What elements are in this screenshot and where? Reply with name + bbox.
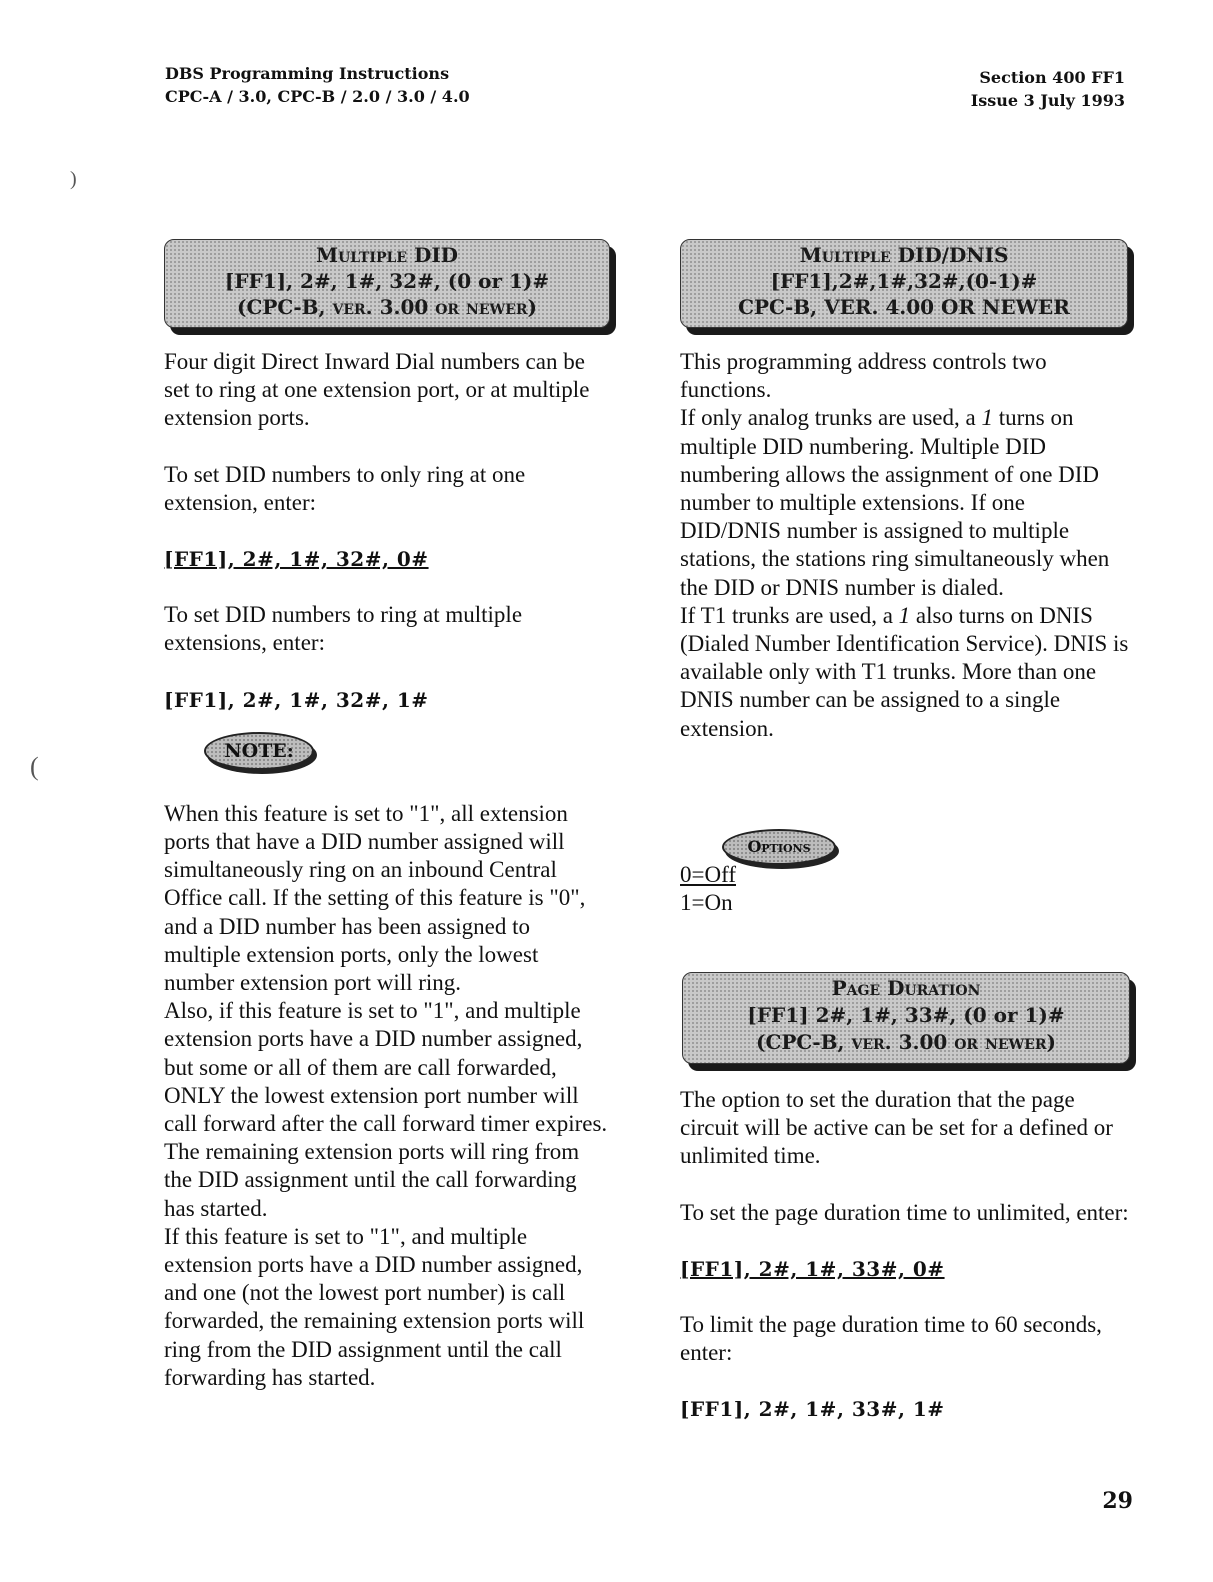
header-title: DBS Programming Instructions — [165, 64, 450, 83]
code-unlimited: [FF1], 2#, 1#, 33#, 0# — [680, 1256, 945, 1281]
unlimited-instruction: To set the page duration time to unlimited, enter: — [680, 1199, 1129, 1225]
box-code: [FF1], 2#, 1#, 32#, (0 or 1)# — [224, 269, 550, 293]
option-off: 0=Off — [680, 861, 736, 887]
box-title: Multiple DID/DNIS — [799, 243, 1009, 267]
code-limit: [FF1], 2#, 1#, 33#, 1# — [680, 1397, 945, 1422]
one-extension-instruction: To set DID numbers to only ring at one extension, enter: — [164, 461, 526, 515]
scan-mark: ) — [70, 168, 77, 190]
note-label: NOTE: — [204, 732, 314, 770]
box-version: (CPC-B, ver. 3.00 or newer) — [756, 1030, 1056, 1054]
box-code: [FF1] 2#, 1#, 33#, (0 or 1)# — [747, 1003, 1065, 1027]
header-section: Section 400 FF1 — [979, 68, 1125, 87]
code-multi-extension: [FF1], 2#, 1#, 32#, 1# — [164, 687, 429, 712]
options-label: Options — [722, 829, 836, 865]
header-versions: CPC-A / 3.0, CPC-B / 2.0 / 3.0 / 4.0 — [165, 87, 470, 106]
t1-trunks-paragraph: If T1 trunks are used, a 1 also turns on DNIS (Dialed Number Identification Service). DNIS is available only with T1 trunks. More than one DNIS number can be assigned to a single extension. — [680, 602, 1129, 741]
multiple-did-dnis-box — [680, 239, 1128, 328]
note-paragraph-3: If this feature is set to "1", and multiple extension ports have a DID number assigned, and one (not the lowest port number) is call forwarded, the remaining extension ports will ring from the DID assignment until the call forwarding has started. — [164, 1223, 585, 1390]
limit-instruction: To limit the page duration time to 60 seconds, enter: — [680, 1312, 1102, 1366]
box-version: (CPC-B, ver. 3.00 or newer) — [237, 295, 537, 319]
option-on: 1=On — [680, 890, 733, 916]
multi-extension-instruction: To set DID numbers to ring at multiple extensions, enter: — [164, 602, 523, 656]
intro-paragraph: Four digit Direct Inward Dial numbers can be set to ring at one extension port, or at multiple extension ports. — [164, 349, 590, 431]
code-one-extension: [FF1], 2#, 1#, 32#, 0# — [164, 547, 429, 572]
page-number: 29 — [1102, 1488, 1133, 1514]
scan-mark: ( — [30, 752, 39, 781]
box-title: Multiple DID — [315, 243, 459, 267]
header-issue: Issue 3 July 1993 — [970, 91, 1125, 110]
page-duration-intro: The option to set the duration that the page circuit will be active can be set for a defined or unlimited time. — [680, 1087, 1113, 1169]
dnis-intro: This programming address controls two functions. — [680, 349, 1047, 403]
left-column — [164, 348, 612, 1392]
note-paragraph-1: When this feature is set to "1", all extension ports that have a DID number assigned will simultaneously ring on an inbound Central Office call. If the setting of this feature is "0", and a DID number has been assigned to multiple extension ports, only the lowest number extension port will ring. — [164, 800, 586, 996]
page-duration-box — [682, 972, 1130, 1064]
box-version: CPC-B, VER. 4.00 OR NEWER — [738, 295, 1070, 319]
analog-trunks-paragraph: If only analog trunks are used, a 1 turns on multiple DID numbering. Multiple DID numbering allows the assignment of one DID number to multiple extensions. If one DID/DNIS number is assigned to multiple stations, the stations ring simultaneously when the DID or DNIS number is dialed. — [680, 405, 1110, 600]
page-duration-section — [680, 1086, 1130, 1424]
document-header-left — [165, 62, 470, 108]
multiple-did-box — [164, 239, 610, 328]
box-code: [FF1],2#,1#,32#,(0-1)# — [770, 269, 1038, 293]
document-header-right — [971, 66, 1125, 112]
note-paragraph-2: Also, if this feature is set to "1", and multiple extension ports have a DID number assigned, but some or all of them are call forwarded, ONLY the lowest extension port number will call forward after the call forward timer expires. The remaining extension ports will ring from the DID assignment until the call forwarding has started. — [164, 998, 608, 1221]
box-title: Page Duration — [831, 976, 981, 1000]
